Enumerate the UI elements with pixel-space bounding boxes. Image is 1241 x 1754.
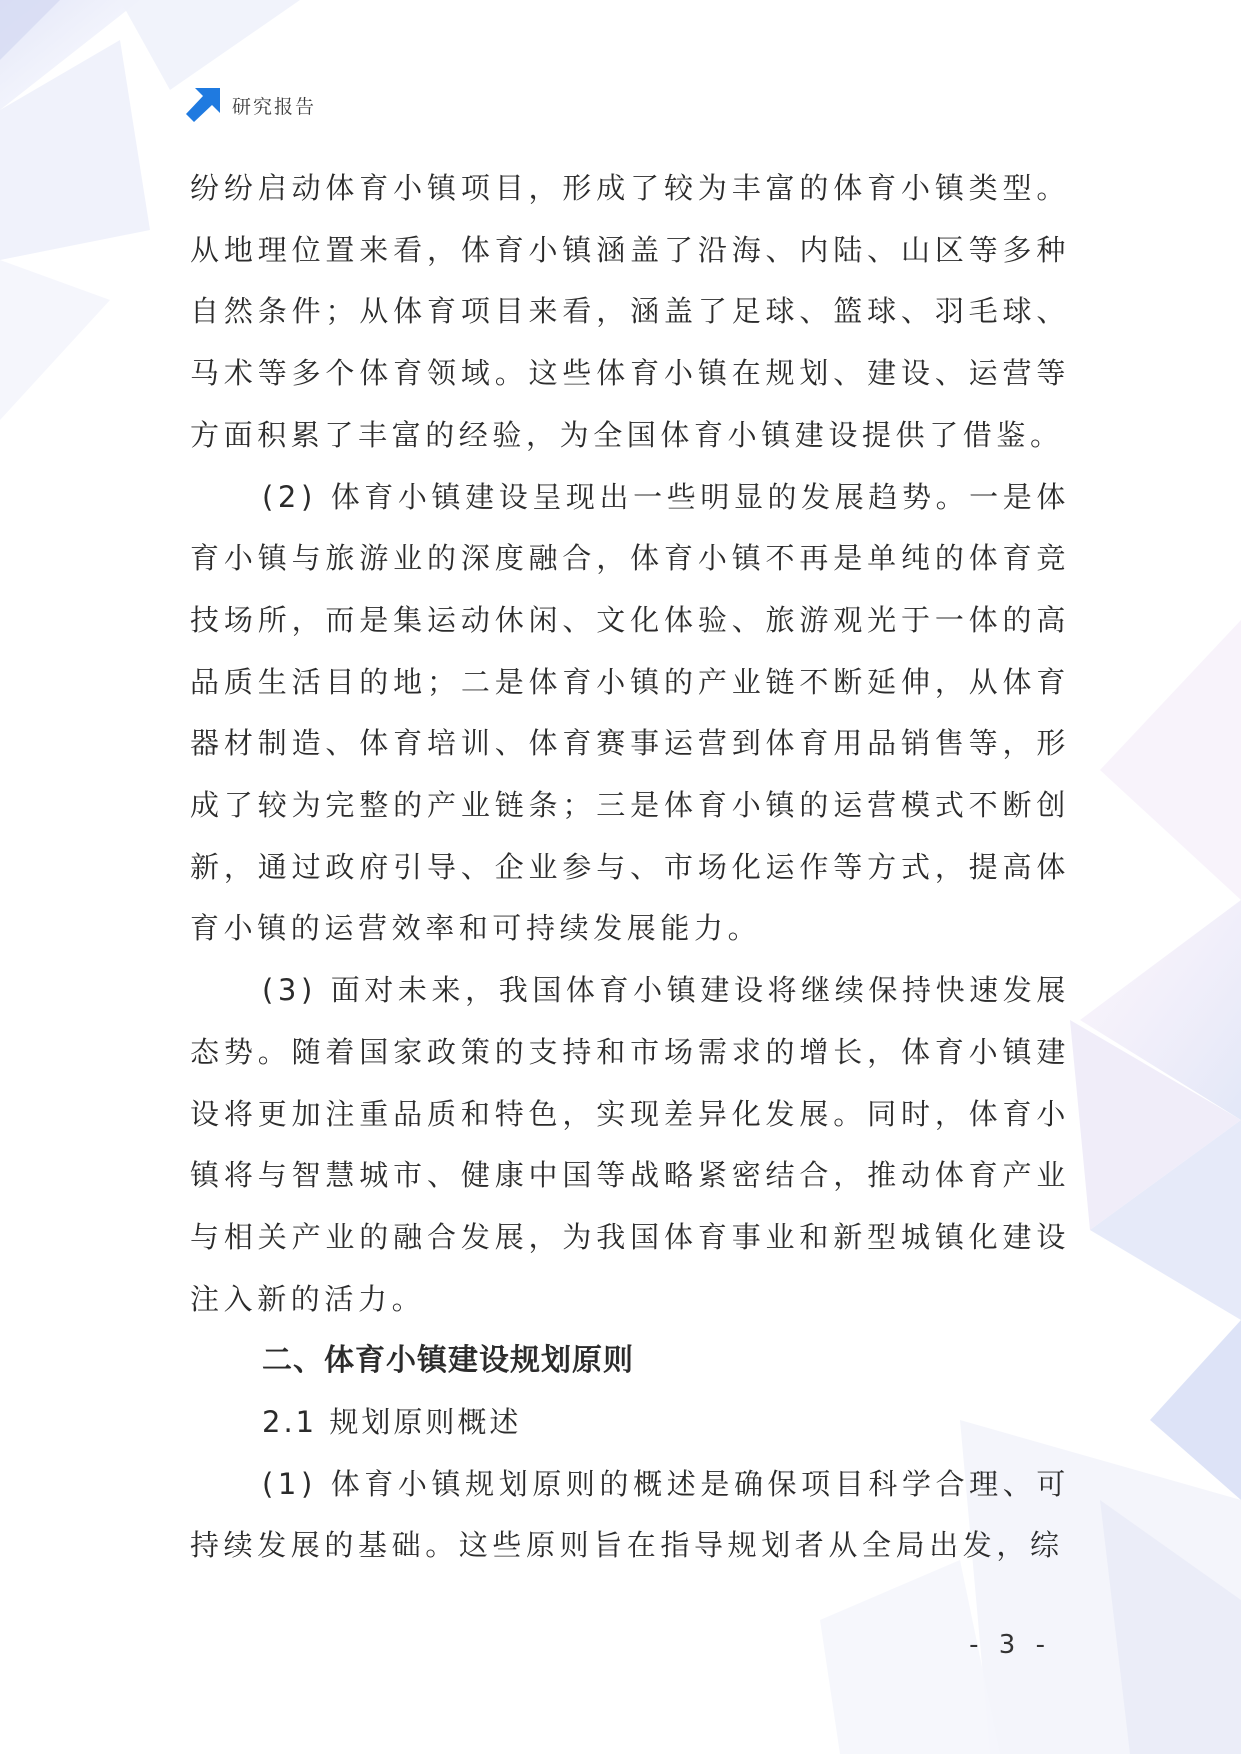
paragraph-4: (1) 体育小镇规划原则的概述是确保项目科学合理、可持续发展的基础。这些原则旨在指导规划者从全局出发，综 — [190, 1466, 1070, 1563]
section-heading: 二、体育小镇建设规划原则 — [262, 1343, 634, 1379]
header — [186, 88, 316, 122]
paragraph-1: 纷纷启动体育小镇项目，形成了较为丰富的体育小镇类型。从地理位置来看，体育小镇涵盖了沿海、内陆、山区等多种自然条件；从体育项目来看，涵盖了足球、篮球、羽毛球、马术等多个体育领域。这些体育小镇在规划、建设、运营等方面积累了丰富的经验，为全国体育小镇建设提供了借鉴。 — [190, 171, 1070, 452]
arrow-up-right-icon — [186, 88, 220, 122]
page-number: - 3 - — [969, 1630, 1051, 1660]
paragraph-3: (3) 面对未来，我国体育小镇建设将继续保持快速发展态势。随着国家政策的支持和市场需求的增长，体育小镇建设将更加注重品质和特色，实现差异化发展。同时，体育小镇将与智慧城市、健康中国等战略紧密结合，推动体育产业与相关产业的融合发展，为我国体育事业和新型城镇化建设注入新的活力。 — [190, 973, 1070, 1316]
document-body — [190, 158, 1070, 1577]
subsection-heading: 2.1 规划原则概述 — [262, 1405, 522, 1440]
header-title: 研究报告 — [232, 95, 317, 118]
paragraph-2: (2) 体育小镇建设呈现出一些明显的发展趋势。一是体育小镇与旅游业的深度融合，体育小镇不再是单纯的体育竞技场所，而是集运动休闲、文化体验、旅游观光于一体的高品质生活目的地；二是体育小镇的产业链不断延伸，从体育器材制造、体育培训、体育赛事运营到体育用品销售等，形成了较为完整的产业链条；三是体育小镇的运营模式不断创新，通过政府引导、企业参与、市场化运作等方式，提高体育小镇的运营效率和可持续发展能力。 — [190, 479, 1070, 946]
